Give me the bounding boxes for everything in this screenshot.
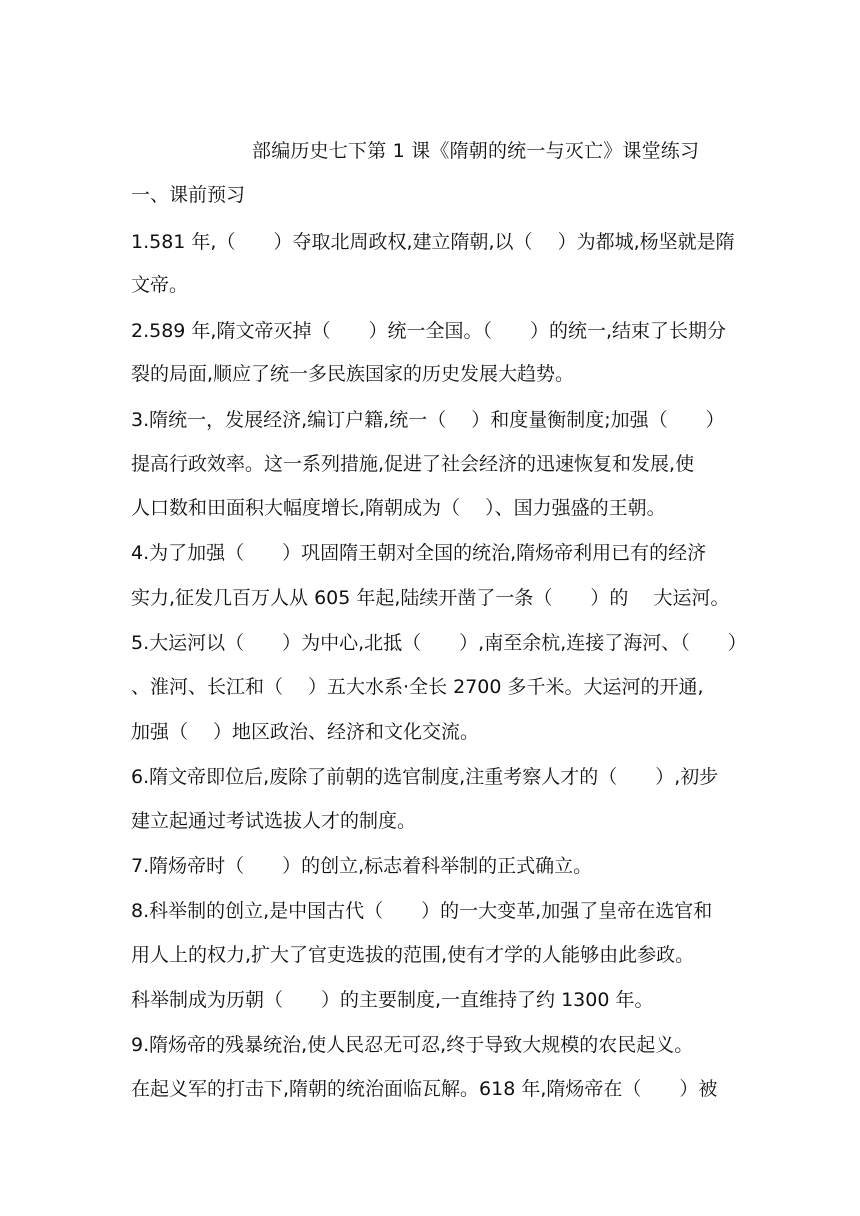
text-line: 2.589 年,隋文帝灭掉（ ）统一全国。（ ）的统一,结束了长期分 bbox=[131, 320, 727, 342]
text-line: 5.大运河以（ ）为中心,北抵（ ）,南至余杭,连接了海河、（ ） bbox=[131, 632, 747, 654]
text-line: 建立起通过考试选拔人才的制度。 bbox=[131, 810, 417, 832]
text-line: 加强（ ）地区政治、经济和文化交流。 bbox=[131, 721, 480, 743]
text-line: 3.隋统一，发展经济,编订户籍,统一（ ）和度量衡制度;加强（ ） bbox=[131, 409, 725, 431]
text-line: 4.为了加强（ ）巩固隋王朝对全国的统治,隋炀帝利用已有的经济 bbox=[131, 542, 707, 564]
text-line: 、淮河、长江和（ ）五大水系·全长 2700 多千米。大运河的开通, bbox=[131, 676, 704, 698]
text-line: 9.隋炀帝的残暴统治,使人民忍无可忍,终于导致大规模的农民起义。 bbox=[131, 1034, 694, 1056]
text-line: 人口数和田面积大幅度增长,隋朝成为（ ）、国力强盛的王朝。 bbox=[131, 497, 666, 519]
text-line: 7.隋炀帝时（ ）的创立,标志着科举制的正式确立。 bbox=[131, 855, 593, 877]
text-line: 6.隋文帝即位后,废除了前朝的选官制度,注重考察人才的（ ）,初步 bbox=[131, 766, 719, 788]
text-line: 在起义军的打击下,隋朝的统治面临瓦解。618 年,隋炀帝在（ ）被 bbox=[131, 1078, 718, 1100]
text-line: 科举制成为历朝（ ）的主要制度,一直维持了约 1300 年。 bbox=[131, 989, 654, 1011]
section-heading: 一、课前预习 bbox=[131, 184, 246, 206]
text-line: 实力,征发几百万人从 605 年起,陆续开凿了一条（ ）的 大运河。 bbox=[131, 587, 730, 609]
text-line: 提高行政效率。这一系列措施,促进了社会经济的迅速恢复和发展,使 bbox=[131, 453, 695, 475]
document-title: 部编历史七下第 1 课《隋朝的统一与灭亡》课堂练习 bbox=[252, 140, 700, 162]
text-line: 文帝。 bbox=[131, 274, 189, 296]
text-line: 用人上的权力,扩大了官吏选拔的范围,使有才学的人能够由此参政。 bbox=[131, 944, 695, 966]
text-line: 8.科举制的创立,是中国古代（ ）的一大变革,加强了皇帝在选官和 bbox=[131, 900, 713, 922]
text-line: 裂的局面,顺应了统一多民族国家的历史发展大趋势。 bbox=[131, 363, 575, 385]
text-line: 1.581 年,（ ）夺取北周政权,建立隋朝,以（ ）为都城,杨坚就是隋 bbox=[131, 231, 735, 253]
